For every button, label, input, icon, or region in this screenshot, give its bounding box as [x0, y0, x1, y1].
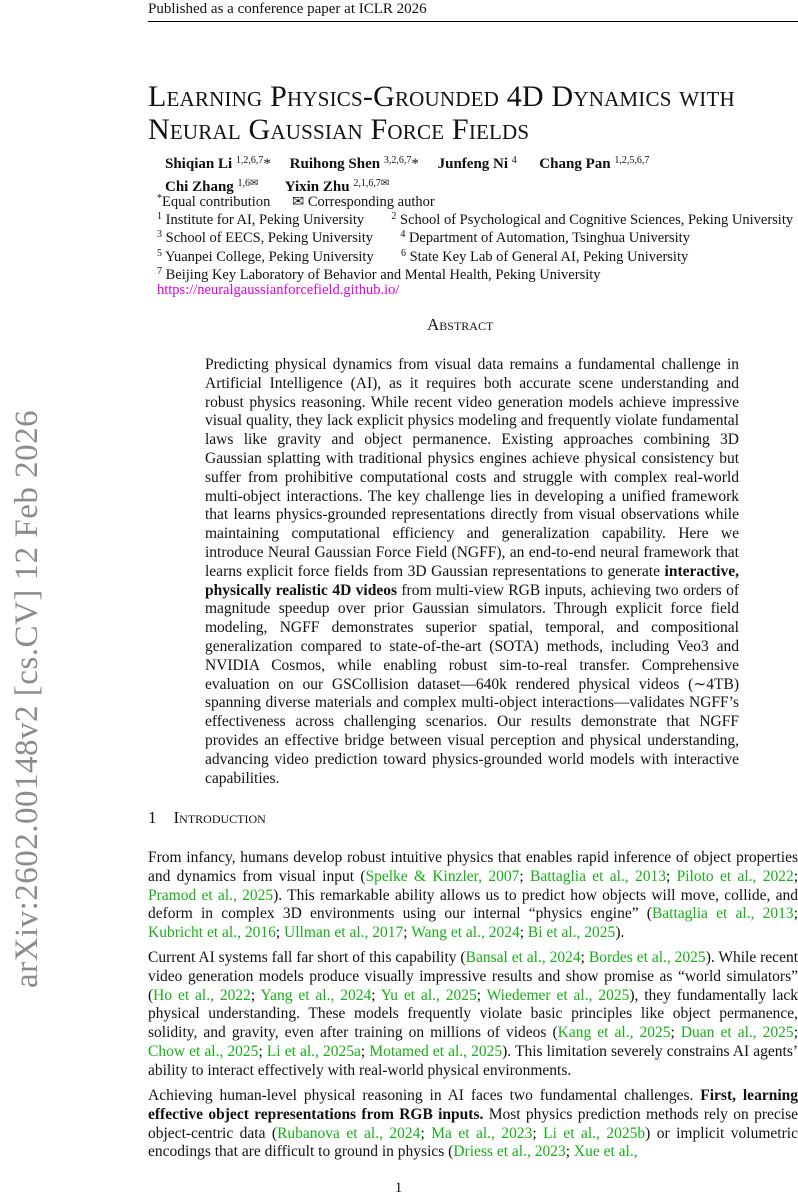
- abstract-heading: Abstract: [427, 315, 494, 334]
- paragraph-text: Achieving human-level physical reasoning in AI faces two fundamental challenges.: [148, 1087, 701, 1104]
- citation-link[interactable]: Li et al., 2025b: [543, 1124, 646, 1142]
- paragraph-text: ;: [476, 986, 487, 1004]
- affil-text: Beijing Key Laboratory of Behavior and Mental Health, Peking University: [165, 267, 601, 283]
- envelope-icon: ✉: [380, 178, 390, 189]
- affil-text: Yuanpei College, Peking University: [165, 249, 374, 265]
- title-line-2: Neural Gaussian Force Fields: [148, 113, 530, 146]
- paragraph-text: ;: [360, 1042, 370, 1060]
- citation-link[interactable]: Spelke & Kinzler, 2007: [365, 867, 520, 885]
- author-name: Yixin Zhu: [284, 179, 350, 195]
- corresponding-author-note: Corresponding author: [307, 194, 435, 210]
- author-affil-sup: 1,6: [237, 178, 251, 189]
- citation-link[interactable]: Ho et al., 2022: [153, 986, 251, 1004]
- abstract-bold-phrase: interactive, physically realistic 4D videos: [205, 562, 739, 599]
- author-affil-sup: 1,2,6,7: [235, 155, 264, 166]
- author-affil-sup: 4: [511, 155, 517, 166]
- author-affil-sup: 1,2,5,6,7: [614, 155, 650, 166]
- citation-link[interactable]: Kang et al., 2025: [557, 1024, 671, 1042]
- citation-link[interactable]: Ullman et al., 2017: [284, 924, 404, 942]
- citation-link[interactable]: Battaglia et al., 2013: [530, 867, 666, 885]
- paragraph-text: ) or implicit volumetric encodings that are difficult to ground in physics (: [148, 1124, 798, 1161]
- envelope-icon: ✉: [292, 194, 305, 210]
- citation-link[interactable]: Driess et al., 2023: [453, 1143, 566, 1161]
- page-number: 1: [394, 1180, 403, 1196]
- affil-number: 5: [157, 248, 162, 259]
- citation-link[interactable]: Battaglia et al., 2013: [651, 905, 794, 923]
- paragraph-text: Current AI systems fall far short of this capability (: [148, 949, 466, 966]
- paragraph-text: ;: [371, 986, 381, 1004]
- intro-paragraph-2: [148, 949, 798, 1081]
- affil-number: 7: [157, 266, 162, 277]
- citation-link[interactable]: Yang et al., 2024: [260, 986, 372, 1004]
- paper-title: [148, 80, 798, 146]
- affiliation-line: [157, 226, 797, 247]
- author-name: Chang Pan: [539, 156, 611, 172]
- paragraph-text: ), they fundamentally lack physical understanding. These models frequently violate basic principles like object permanence, solidity, and gravity, even after training on millions of videos (: [148, 986, 798, 1042]
- paragraph-text: Most physics prediction methods rely on precise object-centric data (: [148, 1105, 798, 1142]
- affil-number: 4: [400, 229, 406, 240]
- equal-contrib-mark: *: [411, 156, 419, 172]
- equal-contrib-mark: *: [157, 193, 162, 204]
- affil-text: School of EECS, Peking University: [165, 230, 374, 246]
- paragraph-text: ;: [275, 924, 285, 942]
- affil-number: 1: [157, 211, 162, 222]
- paragraph-text: ;: [670, 1024, 681, 1042]
- author-affil-sup: 3,2,6,7: [383, 155, 412, 166]
- citation-link[interactable]: Rubanova et al., 2024: [277, 1124, 421, 1142]
- affil-number: 3: [157, 229, 162, 240]
- citation-link[interactable]: Piloto et al., 2022: [676, 867, 794, 885]
- citation-link[interactable]: Li et al., 2025a: [266, 1042, 361, 1060]
- author-affil-sup: 2,1,6,7: [353, 178, 381, 189]
- introduction-heading: [148, 808, 266, 828]
- paragraph-text: ).: [615, 924, 625, 942]
- affil-number: 6: [400, 248, 406, 259]
- equal-contribution-note: Equal contribution: [162, 194, 271, 210]
- abstract-text: Predicting physical dynamics from visual data remains a fundamental challenge in Artificial Intelligence (AI), as it requires both accurate scene understanding and robust physics reasoning. While recent video generation models achieve impressive visual quality, they lack explicit physics modeling and frequently violate fundamental laws like gravity and object permanence. Existing approaches combining 3D Gaussian splatting with traditional physics engines achieve physical consistency but suffer from prohibitive computational costs and struggle with complex real-world multi-object interactions. The key challenge lies in developing a unified framework that learns physics-grounded representations directly from visual observations while maintaining computational efficiency and generalization capability. Here we introduce Neural Gaussian Force Field (NGFF), an end-to-end neural framework that learns explicit force fields from 3D Gaussian representations to generate: [205, 356, 739, 580]
- citation-link[interactable]: Pramod et al., 2025: [148, 886, 274, 904]
- intro-paragraph-3: [148, 1087, 798, 1162]
- paragraph-text: ;: [793, 867, 798, 885]
- title-line-1: Learning Physics-Grounded 4D Dynamics with: [148, 80, 735, 113]
- citation-link[interactable]: Bi et al., 2025: [527, 924, 616, 942]
- envelope-icon: ✉: [250, 178, 259, 189]
- citation-link[interactable]: Ma et al., 2023: [431, 1124, 533, 1142]
- paragraph-text: ;: [519, 867, 530, 885]
- paragraph-text: ;: [250, 986, 261, 1004]
- paragraph-text: ;: [403, 924, 412, 942]
- citation-link[interactable]: Motamed et al., 2025: [369, 1042, 503, 1060]
- paragraph-text: ;: [532, 1124, 544, 1142]
- abstract-body: [205, 356, 739, 788]
- paragraph-text: ;: [258, 1042, 267, 1060]
- author-line-1: [165, 151, 795, 174]
- paragraph-text: From infancy, humans develop robust intuitive physics that enables rapid inference of object properties and dynamics from visual input (: [148, 849, 798, 885]
- paragraph-text: ;: [519, 924, 528, 942]
- bold-phrase: First, learning effective object representations from RGB inputs.: [148, 1087, 798, 1123]
- paragraph-text: ;: [565, 1143, 574, 1161]
- section-title: Introduction: [173, 808, 266, 827]
- paragraph-text: ;: [793, 905, 798, 923]
- affil-number: 2: [391, 211, 397, 222]
- citation-link[interactable]: Duan et al., 2025: [680, 1024, 794, 1042]
- citation-link[interactable]: Bordes et al., 2025: [588, 949, 706, 966]
- paragraph-text: ). This remarkable ability allows us to predict how objects will move, collide, and deform in complex 3D environments using our internal “physics engine” (: [148, 886, 798, 923]
- section-number: 1: [148, 808, 157, 827]
- header-rule: [148, 21, 798, 22]
- author-name: Ruihong Shen: [289, 156, 381, 172]
- running-header: Published as a conference paper at ICLR 2026: [148, 1, 427, 17]
- arxiv-identifier-stamp: arXiv:2602.00148v2 [cs.CV] 12 Feb 2026: [9, 409, 45, 988]
- affil-text: Department of Automation, Tsinghua University: [408, 230, 690, 246]
- affil-text: State Key Lab of General AI, Peking University: [409, 249, 689, 265]
- paragraph-text: ;: [793, 1024, 798, 1042]
- equal-contrib-mark: *: [263, 156, 271, 172]
- citation-link[interactable]: Wiedemer et al., 2025: [486, 986, 630, 1004]
- author-name: Junfeng Ni: [437, 156, 509, 172]
- affil-text: School of Psychological and Cognitive Sciences, Peking University: [400, 212, 794, 228]
- affil-text: Institute for AI, Peking University: [165, 212, 365, 228]
- citation-link[interactable]: Xue et al.,: [573, 1143, 638, 1161]
- paragraph-text: ;: [580, 949, 589, 966]
- citation-link[interactable]: Kubricht et al., 2016: [148, 924, 276, 942]
- paragraph-text: ;: [666, 867, 677, 885]
- author-name: Chi Zhang: [165, 179, 234, 195]
- paragraph-text: ). This limitation severely constrains AI agents’ ability to interact effectively with real-world physical environments.: [148, 1042, 798, 1079]
- project-url-link[interactable]: https://neuralgaussianforcefield.github.io/: [157, 282, 400, 298]
- citation-link[interactable]: Bansal et al., 2024: [465, 949, 581, 966]
- author-name: Shiqian Li: [165, 156, 233, 172]
- intro-paragraph-1: [148, 849, 798, 943]
- citation-link[interactable]: Chow et al., 2025: [148, 1042, 259, 1060]
- citation-link[interactable]: Yu et al., 2025: [380, 986, 477, 1004]
- paragraph-text: ). While recent video generation models produce visually impressive results and show promise as “world simulators” (: [148, 949, 798, 1004]
- citation-link[interactable]: Wang et al., 2024: [411, 924, 520, 942]
- abstract-text: from multi-view RGB inputs, achieving two orders of magnitude speedup over prior Gaussian simulators. Through explicit force field modeling, NGFF demonstrates superior spatial, temporal, and compositional generalization compared to state-of-the-art (SOTA) methods, including Veo3 and NVIDIA Cosmos, while enabling robust sim-to-real transfer. Comprehensive evaluation on our GSCollision dataset—640k rendered physical videos (∼4TB) spanning diverse materials and complex multi-object interactions—validates NGFF’s effectiveness across challenging scenarios. Our results demonstrate that NGFF provides an effective bridge between visual perception and physical understanding, advancing video prediction toward physics-grounded world models with interactive capabilities.: [205, 581, 739, 787]
- paragraph-text: ;: [420, 1124, 432, 1142]
